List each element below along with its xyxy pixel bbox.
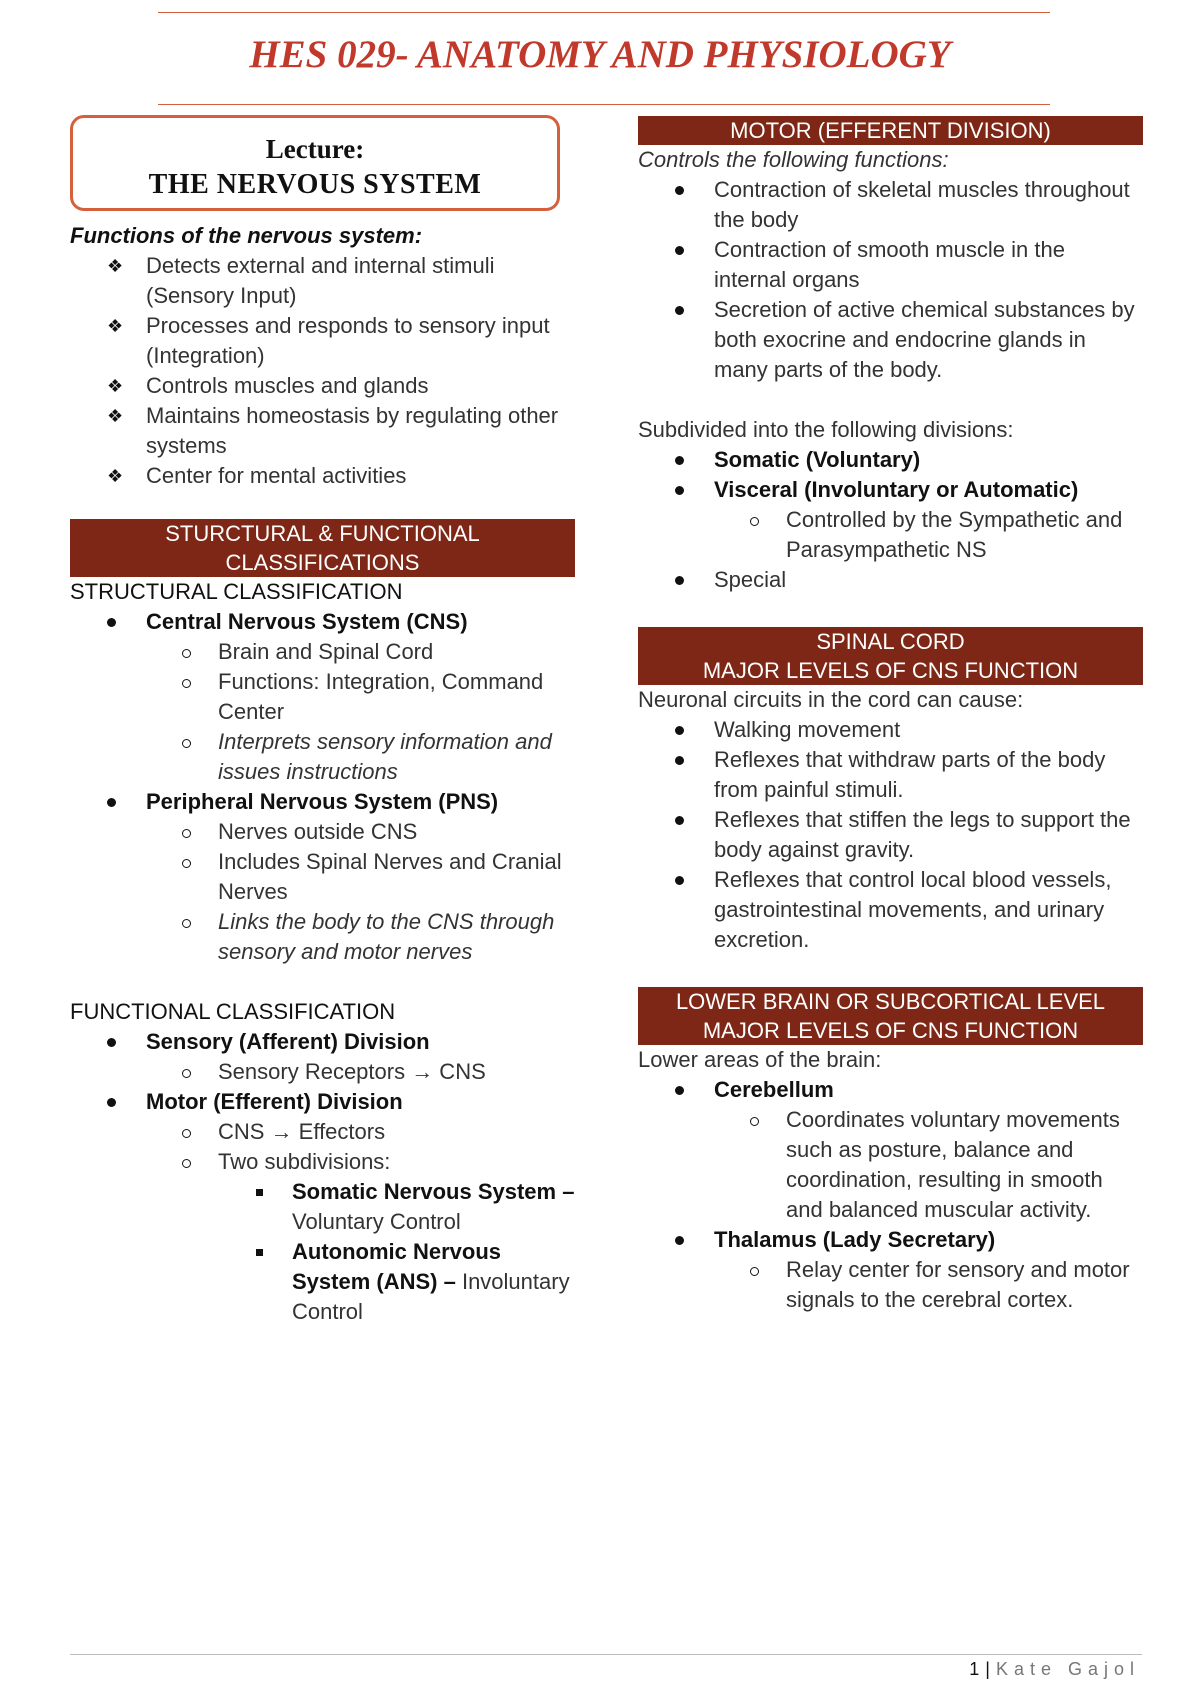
list-item: Functions: Integration, Command Center bbox=[70, 667, 575, 727]
classifications-section-bar: STURCTURAL & FUNCTIONAL CLASSIFICATIONS bbox=[70, 519, 575, 577]
circle-bullet-icon bbox=[182, 829, 191, 838]
circle-bullet-icon bbox=[182, 1159, 191, 1168]
bullet-icon bbox=[107, 1038, 116, 1047]
header-bottom-rule bbox=[158, 104, 1050, 105]
list-item: Links the body to the CNS through sensory and motor nerves bbox=[70, 907, 575, 967]
divisions-list bbox=[638, 445, 1143, 595]
list-item: Coordinates voluntary movements such as posture, balance and coordination, resulting in smooth and balanced muscular activity. bbox=[638, 1105, 1143, 1225]
circle-bullet-icon bbox=[182, 1129, 191, 1138]
list-item: Contraction of smooth muscle in the internal organs bbox=[638, 235, 1143, 295]
list-item: Relay center for sensory and motor signals to the cerebral cortex. bbox=[638, 1255, 1143, 1315]
circle-bullet-icon bbox=[182, 649, 191, 658]
lecture-label: Lecture: bbox=[265, 134, 365, 164]
bullet-icon bbox=[675, 1086, 684, 1095]
list-item: Sensory Receptors → CNS bbox=[70, 1057, 575, 1087]
page-footer bbox=[969, 1659, 1140, 1680]
document-title: HES 029- ANATOMY AND PHYSIOLOGY bbox=[249, 33, 951, 76]
diamond-bullet-icon: ❖ bbox=[107, 256, 124, 276]
circle-bullet-icon bbox=[750, 517, 759, 526]
diamond-bullet-icon: ❖ bbox=[107, 376, 124, 396]
list-item: ❖ Controls muscles and glands bbox=[70, 371, 575, 401]
structural-heading: STRUCTURAL CLASSIFICATION bbox=[70, 579, 403, 604]
lower-brain-section-bar: LOWER BRAIN OR SUBCORTICAL LEVEL MAJOR LEVELS OF CNS FUNCTION bbox=[638, 987, 1143, 1045]
subdivided-intro: Subdivided into the following divisions: bbox=[638, 417, 1014, 442]
list-item: Sensory (Afferent) Division Sensory Receptors → CNS bbox=[70, 1027, 575, 1087]
list-item: Secretion of active chemical substances by both exocrine and endocrine glands in many parts of the body. bbox=[638, 295, 1143, 385]
circle-bullet-icon bbox=[182, 919, 191, 928]
list-item: Autonomic Nervous System (ANS) – Involuntary Control bbox=[70, 1237, 575, 1327]
spinal-cord-section-bar: SPINAL CORD MAJOR LEVELS OF CNS FUNCTION bbox=[638, 627, 1143, 685]
list-item: Somatic (Voluntary) bbox=[638, 445, 1143, 475]
bullet-icon bbox=[107, 1098, 116, 1107]
list-item: Interprets sensory information and issues instructions bbox=[70, 727, 575, 787]
page-number: 1 | bbox=[969, 1659, 991, 1679]
author-name: Kate Gajol bbox=[995, 1659, 1140, 1679]
list-item: Brain and Spinal Cord bbox=[70, 637, 575, 667]
functional-heading: FUNCTIONAL CLASSIFICATION bbox=[70, 999, 396, 1024]
bullet-icon bbox=[675, 306, 684, 315]
left-column bbox=[70, 115, 575, 1327]
list-item: Controlled by the Sympathetic and Parasympathetic NS bbox=[638, 505, 1143, 565]
list-item: ❖ Center for mental activities bbox=[70, 461, 575, 491]
bullet-icon bbox=[675, 726, 684, 735]
lecture-topic: THE NERVOUS SYSTEM bbox=[148, 169, 482, 200]
spinal-cord-list bbox=[638, 715, 1143, 955]
list-item: Reflexes that withdraw parts of the body from painful stimuli. bbox=[638, 745, 1143, 805]
diamond-bullet-icon: ❖ bbox=[107, 466, 124, 486]
spinal-cord-intro: Neuronal circuits in the cord can cause: bbox=[638, 687, 1024, 712]
bullet-icon bbox=[675, 486, 684, 495]
list-item: Visceral (Involuntary or Automatic) Controlled by the Sympathetic and Parasympathetic NS bbox=[638, 475, 1143, 565]
circle-bullet-icon bbox=[750, 1117, 759, 1126]
motor-section-bar: MOTOR (EFFERENT DIVISION) bbox=[638, 116, 1143, 145]
list-item: Nerves outside CNS bbox=[70, 817, 575, 847]
lower-brain-list bbox=[638, 1075, 1143, 1315]
functions-list bbox=[70, 251, 575, 491]
list-item: Two subdivisions: Somatic Nervous System – Voluntary Control Autonomic Nervous System (ANS) – Involuntary Control bbox=[70, 1147, 575, 1327]
bullet-icon bbox=[675, 756, 684, 765]
bullet-icon bbox=[675, 876, 684, 885]
list-item: Walking movement bbox=[638, 715, 1143, 745]
list-item: Special bbox=[638, 565, 1143, 595]
functions-heading: Functions of the nervous system: bbox=[70, 223, 423, 248]
list-item: ❖ Detects external and internal stimuli (Sensory Input) bbox=[107, 253, 495, 308]
motor-functions-list bbox=[638, 175, 1143, 385]
list-item: Thalamus (Lady Secretary) Relay center for sensory and motor signals to the cerebral cortex. bbox=[638, 1225, 1143, 1315]
list-item: Motor (Efferent) Division CNS → Effectors Two subdivisions: Somatic Nervous System – Voluntary Control Autonomic Nervous System (ANS) – Involuntary Control bbox=[70, 1087, 575, 1327]
structural-list bbox=[70, 607, 575, 967]
circle-bullet-icon bbox=[182, 739, 191, 748]
bullet-icon bbox=[675, 1236, 684, 1245]
header-top-rule bbox=[158, 12, 1050, 13]
diamond-bullet-icon: ❖ bbox=[107, 316, 124, 336]
motor-intro: Controls the following functions: bbox=[638, 147, 949, 172]
functional-list bbox=[70, 1027, 575, 1327]
list-item: Contraction of skeletal muscles throughout the body bbox=[638, 175, 1143, 235]
list-item: Central Nervous System (CNS) Brain and Spinal Cord Functions: Integration, Command Center Interprets sensory information and issues instructions bbox=[70, 607, 575, 787]
square-bullet-icon bbox=[256, 1249, 263, 1256]
bullet-icon bbox=[107, 618, 116, 627]
lower-brain-intro: Lower areas of the brain: bbox=[638, 1047, 882, 1072]
list-item: Includes Spinal Nerves and Cranial Nerves bbox=[70, 847, 575, 907]
list-item: ❖ Maintains homeostasis by regulating other systems bbox=[107, 403, 559, 458]
list-item: Somatic Nervous System – Voluntary Control bbox=[70, 1177, 575, 1237]
circle-bullet-icon bbox=[182, 859, 191, 868]
list-item: CNS → Effectors bbox=[70, 1117, 575, 1147]
circle-bullet-icon bbox=[750, 1267, 759, 1276]
list-item: Cerebellum Coordinates voluntary movements such as posture, balance and coordination, resulting in smooth and balanced muscular activity. bbox=[638, 1075, 1143, 1225]
right-column bbox=[638, 116, 1143, 1315]
diamond-bullet-icon: ❖ bbox=[107, 406, 124, 426]
footer-rule bbox=[70, 1654, 1142, 1655]
bullet-icon bbox=[107, 798, 116, 807]
square-bullet-icon bbox=[256, 1189, 263, 1196]
list-item: ❖ Processes and responds to sensory input (Integration) bbox=[107, 313, 550, 368]
list-item: Peripheral Nervous System (PNS) Nerves outside CNS Includes Spinal Nerves and Cranial Nerves Links the body to the CNS through sensory and motor nerves bbox=[70, 787, 575, 967]
bullet-icon bbox=[675, 816, 684, 825]
list-item: Reflexes that control local blood vessels, gastrointestinal movements, and urinary excretion. bbox=[638, 865, 1143, 955]
bullet-icon bbox=[675, 456, 684, 465]
lecture-title-box bbox=[70, 115, 560, 211]
list-item: Reflexes that stiffen the legs to support the body against gravity. bbox=[638, 805, 1143, 865]
bullet-icon bbox=[675, 576, 684, 585]
bullet-icon bbox=[675, 186, 684, 195]
circle-bullet-icon bbox=[182, 1069, 191, 1078]
circle-bullet-icon bbox=[182, 679, 191, 688]
bullet-icon bbox=[675, 246, 684, 255]
